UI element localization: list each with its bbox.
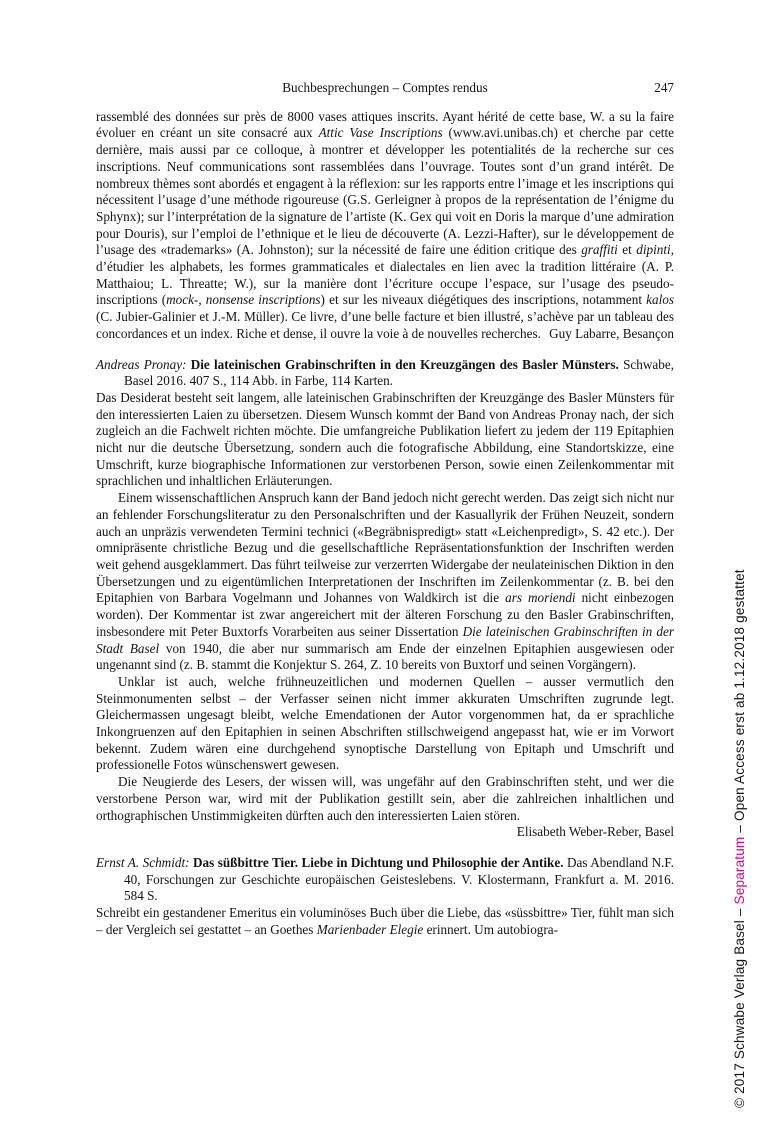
text-segment: Andreas Pronay: [96, 356, 191, 372]
text-segment: Ernst A. Schmidt: [96, 854, 193, 870]
text-segment: Die Neugierde des Lesers, der wissen will, was ungefähr auf den Grabinschriften steht, und wer die verstorbene Person war, wird mit der Publikation gestillt sein, aber die zahlreichen inhaltlichen und orthographischen Unstimmigkeiten dürften auch den interessierten Laien stören. [96, 774, 674, 823]
review-paragraph [96, 774, 674, 824]
text-column [96, 80, 674, 938]
text-segment: Attic Vase Inscriptions [318, 125, 443, 141]
text-segment: Die lateinischen Grabinschriften in der Stadt Basel [96, 623, 674, 656]
text-segment: mock- [166, 292, 199, 308]
text-segment: nonsense inscriptions [205, 292, 321, 308]
text-segment: nicht einbezogen worden). Der Kommentar ist zwar angereichert mit der älteren Forschung zu den Basler Grabinschriften, insbesondere mit Peter Buxtorfs Vorarbeiten aus seiner Dissertation [96, 590, 674, 639]
text-segment: dipinti [636, 242, 671, 258]
reviewer-signature: Guy Labarre, Besançon [549, 325, 674, 341]
text-segment: Marienbader Elegie [316, 921, 424, 937]
text-segment: erinnert. Um autobiogra- [423, 921, 559, 937]
page-number: 247 [654, 80, 674, 95]
text-segment: Das Abendland N.F. 40, Forschungen zur Geschichte europäischen Geisteslebens. V. Klostermann, Frankfurt a. M. 2016. 584 S. [124, 854, 674, 904]
reviewer-signature: Elisabeth Weber-Reber, Basel [516, 824, 674, 840]
copyright-sidebar [732, 569, 747, 1108]
text-segment: – Open Access erst ab 1.12.2018 gestattet [732, 569, 747, 837]
text-segment: et [617, 242, 637, 258]
review-heading [96, 357, 674, 390]
text-segment: Separatum [732, 836, 747, 905]
text-segment: © 2017 Schwabe Verlag Basel – [732, 904, 747, 1108]
text-segment: (www.avi.unibas.ch) et cherche par cette dernière, mais aussi par ce colloque, à montrer et développer les potentialités de la recherche sur ces inscriptions. Neuf communications sont rassemblées dans l’ouvrage. Toutes sont d’un grand intérêt. De nombreux thèmes sont abordés et engagent à la réflexion: sur les rapports entre l’image et les inscriptions qui nécessitent l’usage d’une méthode rigoureuse (G.S. Gerleigner à propos de la représentation de l’énigme du Sphynx); sur l’interprétation de la signature de l’artiste (K. Gex qui voit en Doris la marque d’une admiration pour Douris), sur l’emploi de l’ethnique et le lieu de découverte (A. Lezzi-Hafter), sur le développement de l’usage des «trademarks» (A. Johnston); sur la nécessité de faire une édition critique des [96, 125, 674, 258]
text-segment: Einem wissenschaftlichen Anspruch kann der Band jedoch nicht gerecht werden. Das zeigt sich nicht nur an fehlender Forschungsliteratur zu den Personalschriften und der Kasuallyrik der Frühen Neuzeit, sondern auch an unpräzis verwendeten Termini technici («Begräbnispredigt» statt «Leichenpredigt», S. 42 etc.). Der omnipräsente christliche Bezug und die gesellschaftliche Repräsentationsfunktion der Inschriften werden weit gehend ausgeklammert. Das führt teilweise zur verzerrten Widergabe der neulateinischen Diktion in den Übersetzungen und zu eigentümlichen Interpretationen der Inschriften im Zeilenkommentar (z. B. bei den Epitaphien von Barbara Vogelmann und Johannes von Waldkirch ist die [96, 490, 674, 606]
running-title: Buchbesprechungen – Comptes rendus [282, 80, 488, 95]
text-segment: Das süßbittre Tier. Liebe in Dichtung und Philosophie der Antike. [192, 854, 564, 870]
review-paragraph [96, 390, 674, 490]
review-paragraph [96, 674, 674, 774]
text-segment: ars moriendi [505, 590, 576, 606]
text-segment: , d’étudier les alphabets, les formes grammaticales et dialectales en lien avec la tradition littéraire (A. P. Matthaiou; L. Threatte; W.), sur la manière dont l’écriture occupe l’espace, sur l’usage des pseudo-inscriptions ( [96, 242, 674, 308]
review-paragraph [96, 905, 674, 938]
text-segment: kalos [646, 292, 674, 308]
text-segment: von 1940, die aber nur summarisch am Ende der einzelnen Epitaphien ausgewiesen oder ungenannt sind (z. B. stammt die Konjektur S. 264, Z. 10 bereits von Buxtorf und seinen Vorgängern). [96, 640, 674, 673]
text-segment: Die lateinischen Grabinschriften in den Kreuzgängen des Basler Münsters. [190, 356, 619, 372]
review-paragraph [96, 109, 674, 343]
review-paragraph [96, 490, 674, 674]
text-segment: rassemblé des données sur près de 8000 vases attiques inscrits. Ayant hérité de cette base, W. a su la faire évoluer en créant un site consacré aux [96, 108, 674, 141]
text-segment: ) et sur les niveaux diégétiques des inscriptions, notamment [320, 292, 647, 308]
text-segment: graffiti [581, 242, 618, 258]
page-header [96, 80, 674, 97]
text-segment: Das Desiderat besteht seit langem, alle lateinischen Grabinschriften der Kreuzgänge des Basler Münsters für den interessierten Laien zu übersetzen. Diesem Wunsch kommt der Band von Andreas Pronay nach, der sich zugleich an die Fachwelt richten möchte. Die umfangreiche Publikation liefert zu jedem der 119 Epitaphien nicht nur die deutsche Übersetzung, sondern auch die fotografische Abbildung, eine Standortskizze, eine Umschrift, kurze biographische Informationen zur verstorbenen Person, sowie einen Zeilenkommentar mit sprachlichen und inhaltlichen Erläuterungen. [96, 389, 674, 489]
text-segment: Schreibt ein gestandener Emeritus ein voluminöses Buch über die Liebe, das «süssbittre» Tier, fühlt man sich – der Vergleich sei gestattet – an Goethes [96, 905, 674, 937]
text-segment: , [198, 292, 206, 308]
review-heading [96, 855, 674, 905]
text-segment: Unklar ist auch, welche frühneuzeitlichen und modernen Quellen – ausser vermutlich den Steinmonumenten selbst – der Verfasser seinen nicht immer akkuraten Umschriften zugrunde legt. Gleichermassen ungesagt bleibt, welche Emendationen der Autor vorgenommen hat, da er sprachliche Inkongruenzen auf den Epitaphien in seinen Abschriften stillschweigend angepasst hat, wie er im Vorwort bekennt. Zudem wären eine durchgehend synoptische Darstellung von Epitaph und Umschrift und professionelle Fotos wünschenswert gewesen. [96, 673, 674, 773]
text-segment: (C. Jubier-Galinier et J.-M. Müller). Ce livre, d’une belle facture et bien illustré, s’achève par un tableau des concordances et un index. Riche et dense, il ouvre la voie à de nouvelles recherches. [96, 309, 674, 341]
text-segment: Schwabe, Basel 2016. 407 S., 114 Abb. in Farbe, 114 Karten. [124, 356, 674, 389]
